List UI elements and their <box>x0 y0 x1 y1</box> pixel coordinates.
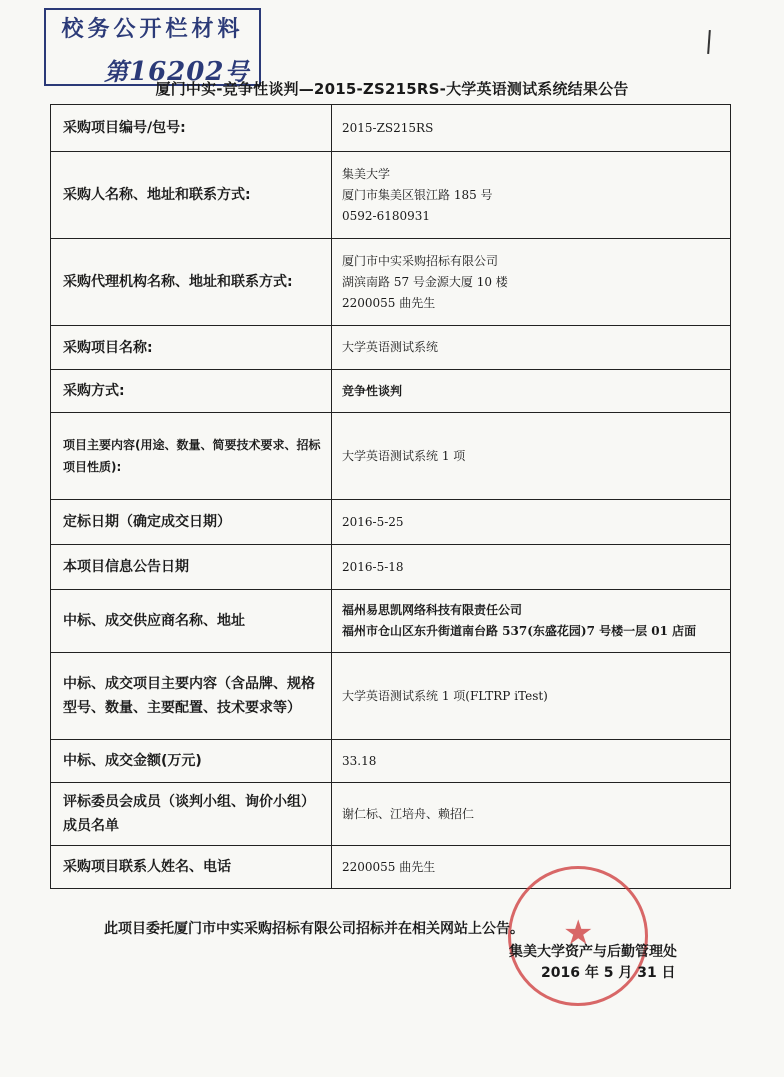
row-value <box>332 105 731 152</box>
table-row <box>51 326 731 370</box>
row-label: 采购方式: <box>51 370 332 413</box>
row-label: 采购代理机构名称、地址和联系方式: <box>51 239 332 326</box>
row-value <box>332 326 731 370</box>
table-row <box>51 545 731 590</box>
archive-stamp-prefix: 第 <box>104 57 129 86</box>
table-row <box>51 846 731 889</box>
row-value <box>332 413 731 500</box>
pen-mark <box>707 30 711 54</box>
value-line: 大学英语测试系统 1 项(FLTRP iTest) <box>342 688 548 703</box>
table-row <box>51 783 731 846</box>
value-line: 2016-5-25 <box>342 514 404 529</box>
row-label: 采购人名称、地址和联系方式: <box>51 152 332 239</box>
value-line: 福州易思凯网络科技有限责任公司 <box>342 603 523 617</box>
row-label: 采购项目编号/包号: <box>51 105 332 152</box>
result-table <box>50 104 731 889</box>
row-label: 中标、成交供应商名称、地址 <box>51 590 332 653</box>
table-row <box>51 413 731 500</box>
value-line: 33.18 <box>342 753 377 768</box>
row-value <box>332 239 731 326</box>
row-value <box>332 545 731 590</box>
archive-stamp-suffix: 号 <box>224 57 250 86</box>
footer-note: 此项目委托厦门市中实采购招标有限公司招标并在相关网站上公告。 <box>104 921 524 937</box>
value-line: 集美大学 <box>342 166 391 181</box>
value-line: 2015-ZS215RS <box>342 120 434 135</box>
value-line: 厦门市中实采购招标有限公司 <box>342 253 499 268</box>
row-label: 采购项目名称: <box>51 326 332 370</box>
table-row <box>51 239 731 326</box>
row-value <box>332 500 731 545</box>
table-row <box>51 370 731 413</box>
row-value <box>332 152 731 239</box>
value-line: 2016-5-18 <box>342 559 404 574</box>
value-line: 0592-6180931 <box>342 208 431 223</box>
row-value <box>332 370 731 413</box>
table-row <box>51 152 731 239</box>
row-label: 本项目信息公告日期 <box>51 545 332 590</box>
table-row <box>51 653 731 740</box>
value-line: 谢仁标、江培舟、赖招仁 <box>342 806 475 821</box>
archive-stamp-title: 校务公开栏材料 <box>61 17 244 42</box>
table-row <box>51 500 731 545</box>
footer-organization: 集美大学资产与后勤管理处 <box>509 944 677 960</box>
value-line: 竞争性谈判 <box>342 383 403 398</box>
footer-date: 2016 年 5 月 31 日 <box>541 965 676 981</box>
row-value <box>332 653 731 740</box>
value-line: 大学英语测试系统 1 项 <box>342 448 466 463</box>
value-line: 大学英语测试系统 <box>342 340 439 354</box>
row-label: 中标、成交项目主要内容（含品牌、规格型号、数量、主要配置、技术要求等） <box>51 653 332 740</box>
value-line: 2200055 曲先生 <box>342 859 436 874</box>
value-line: 2200055 曲先生 <box>342 295 436 310</box>
archive-stamp <box>44 8 261 86</box>
row-value <box>332 783 731 846</box>
row-value <box>332 740 731 783</box>
seal-star-icon: ★ <box>563 913 594 953</box>
row-label: 定标日期（确定成交日期） <box>51 500 332 545</box>
table-row <box>51 590 731 653</box>
row-value <box>332 846 731 889</box>
table-row <box>51 105 731 152</box>
document-title: 厦门中实-竞争性谈判—2015-ZS215RS-大学英语测试系统结果公告 <box>155 80 629 98</box>
row-label: 评标委员会成员（谈判小组、询价小组）成员名单 <box>51 783 332 846</box>
value-line: 厦门市集美区银江路 185 号 <box>342 187 493 202</box>
row-label: 采购项目联系人姓名、电话 <box>51 846 332 889</box>
row-label: 中标、成交金额(万元) <box>51 740 332 783</box>
archive-stamp-digits: 16202 <box>129 57 225 87</box>
value-line: 福州市仓山区东升街道南台路 537(东盛花园)7 号楼一层 01 店面 <box>342 624 697 638</box>
row-label: 项目主要内容(用途、数量、简要技术要求、招标项目性质): <box>51 413 332 500</box>
value-line: 湖滨南路 57 号金源大厦 10 楼 <box>342 274 508 289</box>
row-value <box>332 590 731 653</box>
table-row <box>51 740 731 783</box>
